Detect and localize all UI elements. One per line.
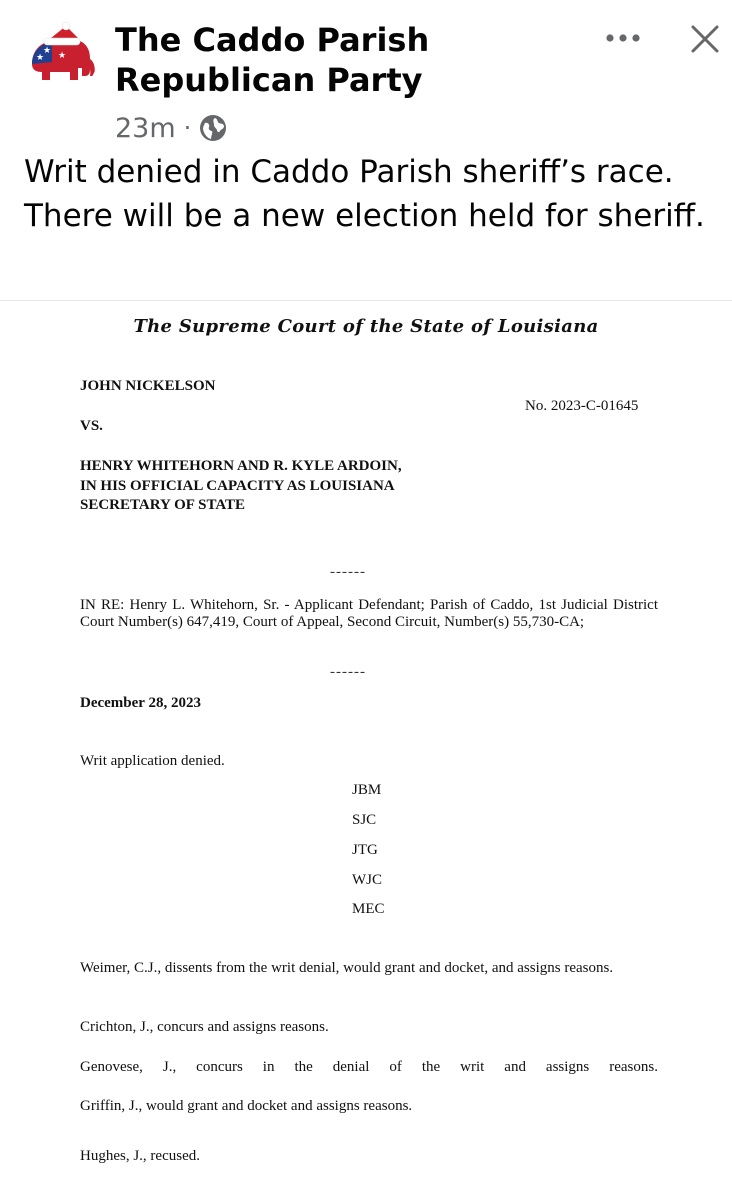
opinion-note: Griffin, J., would grant and docket and assigns reasons.: [80, 1098, 413, 1114]
post-meta: [115, 110, 227, 146]
court-title: The Supreme Court of the State of Louisiana: [133, 316, 599, 337]
in-re-paragraph: IN RE: Henry L. Whitehorn, Sr. - Applicant Defendant; Parish of Caddo, 1st Judicial District Court Number(s) 647,419, Court of Appeal, Second Circuit, Number(s) 55,730-CA;: [80, 597, 658, 630]
page-name[interactable]: The Caddo Parish Republican Party: [115, 21, 430, 99]
close-icon: [690, 24, 720, 54]
defendant-line-2: IN HIS OFFICIAL CAPACITY AS LOUISIANA: [80, 478, 395, 494]
globe-icon[interactable]: [199, 114, 227, 142]
opinion-note: Hughes, J., recused.: [80, 1148, 200, 1164]
divider: [0, 300, 732, 301]
more-options-button[interactable]: [598, 20, 648, 56]
defendant-line-3: SECRETARY OF STATE: [80, 497, 246, 513]
justice-initials: MEC: [352, 901, 385, 917]
more-horizontal-icon: [605, 33, 641, 43]
separator-top: ------: [330, 564, 366, 580]
justice-initials: WJC: [352, 872, 382, 888]
versus: VS.: [80, 418, 103, 434]
page-avatar[interactable]: [22, 18, 98, 94]
ruling: Writ application denied.: [80, 753, 225, 769]
justice-initials: JTG: [352, 842, 378, 858]
defendant-line-1: HENRY WHITEHORN AND R. KYLE ARDOIN,: [80, 458, 402, 474]
decision-date: December 28, 2023: [80, 695, 201, 711]
attached-document-image[interactable]: [0, 302, 732, 1200]
meta-separator: ·: [183, 114, 192, 142]
republican-elephant-logo: [22, 18, 98, 94]
opinion-note: Crichton, J., concurs and assigns reasons.: [80, 1019, 329, 1035]
post-header: [0, 0, 732, 150]
svg-text:★: ★: [58, 51, 67, 61]
justice-initials: JBM: [352, 782, 382, 798]
opinion-note: Weimer, C.J., dissents from the writ denial, would grant and docket, and assigns reasons.: [80, 960, 614, 976]
plaintiff: JOHN NICKELSON: [80, 378, 216, 394]
separator-bottom: ------: [330, 664, 366, 680]
post-time[interactable]: 23m: [115, 112, 176, 144]
svg-text:★: ★: [36, 53, 45, 63]
post-text: Writ denied in Caddo Parish sheriff’s race. There will be a new election held for sheriff.: [24, 154, 705, 234]
opinion-note: Genovese, J., concurs in the denial of the writ and assigns reasons.: [80, 1059, 658, 1075]
case-number: No. 2023-C-01645: [525, 398, 639, 414]
justice-initials: SJC: [352, 812, 377, 828]
svg-text:★: ★: [43, 46, 52, 56]
close-button[interactable]: [684, 18, 726, 60]
